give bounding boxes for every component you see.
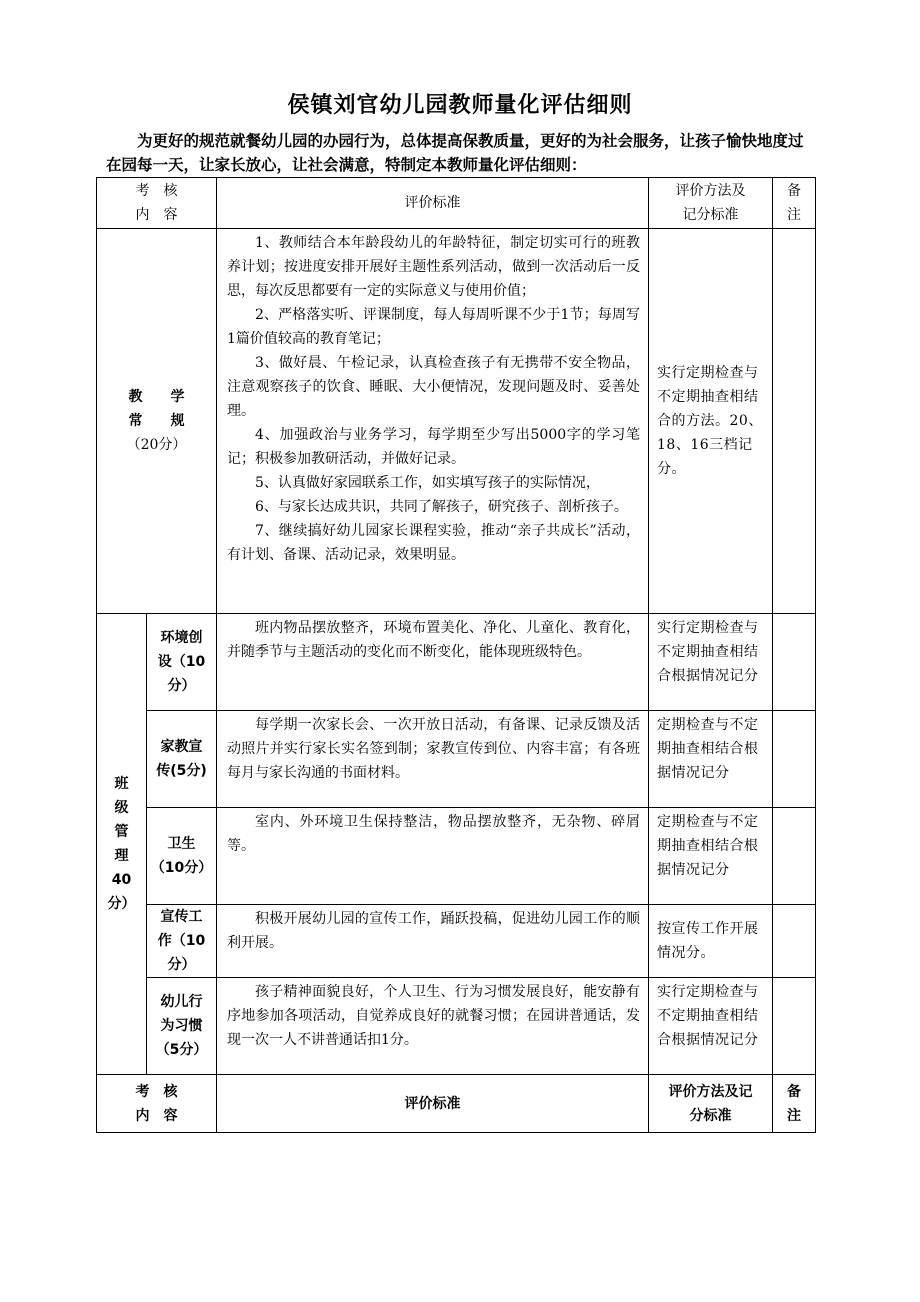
subcategory-parent-education: [147, 711, 217, 808]
category-class-char-4: 理: [114, 848, 129, 864]
footer-header-standard: 评价标准: [217, 1075, 649, 1133]
header-standard: 评价标准: [217, 178, 649, 229]
parent-education-method: 定期检查与不定期抽查相结合根据情况记分: [649, 711, 773, 808]
hygiene-standard-text: 室内、外环境卫生保持整洁，物品摆放整齐，无杂物、碎屑等。: [227, 814, 640, 854]
footer-header-method: [649, 1075, 773, 1133]
teaching-item-3: 3、做好晨、午检记录，认真检查孩子有无携带不安全物品，注意观察孩子的饮食、睡眠、大小便情况，发现问题及时、妥善处理。: [227, 355, 640, 419]
header-content-line1: 考 核: [135, 183, 178, 199]
header-content: [97, 178, 217, 229]
hygiene-method: 定期检查与不定期抽查相结合根据情况记分: [649, 808, 773, 905]
subcategory-environment: [147, 614, 217, 711]
hygiene-remark: [773, 808, 816, 905]
subcategory-publicity: [147, 905, 217, 978]
environment-remark: [773, 614, 816, 711]
category-class-char-1: 班: [114, 776, 129, 792]
page-title: 侯镇刘官幼儿园教师量化评估细则: [287, 93, 633, 118]
footer-remark-line1: 备: [787, 1083, 801, 1100]
subcategory-label-line1: 环境创: [160, 630, 203, 646]
header-method-line2: 记分标准: [682, 207, 739, 223]
intro-paragraph: 为更好的规范就餐幼儿园的办园行为，总体提高保教质量，更好的为社会服务，让孩子愉快地度过在园每一天，让家长放心，让社会满意，特制定本教师量化评估细则：: [106, 132, 804, 174]
category-teaching-line1: 教 学: [128, 389, 185, 405]
table-row-teaching: [97, 229, 816, 614]
environment-standard: [217, 614, 649, 711]
subcategory-label-line2: 作（10: [157, 933, 206, 949]
category-teaching-line2: 常 规: [128, 413, 185, 429]
publicity-standard-text: 积极开展幼儿园的宣传工作，踊跃投稿，促进幼儿园工作的顺利开展。: [227, 911, 640, 951]
footer-method-line1: 评价方法及记: [668, 1083, 753, 1100]
publicity-standard: [217, 905, 649, 978]
subcategory-hygiene: [147, 808, 217, 905]
teaching-item-5: 5、认真做好家园联系工作，如实填写孩子的实际情况，: [255, 475, 600, 491]
header-remark-line2: 注: [787, 207, 801, 223]
child-behavior-method: 实行定期检查与不定期抽查相结合根据情况记分: [649, 978, 773, 1075]
subcategory-label-line2: 为习惯: [160, 1018, 203, 1034]
subcategory-label-line2: （10分）: [150, 860, 213, 876]
subcategory-label-line1: 幼儿行: [160, 994, 203, 1010]
header-remark-line1: 备: [787, 183, 801, 199]
parent-education-standard-text: 每学期一次家长会、一次开放日活动，有备课、记录反馈及活动照片并实行家长实名签到制；家教宣传到位、内容丰富；有各班每月与家长沟通的书面材料。: [227, 717, 640, 781]
hygiene-standard: [217, 808, 649, 905]
teaching-standards: [217, 229, 649, 614]
child-behavior-standard: [217, 978, 649, 1075]
footer-content-line2: 内 容: [135, 1107, 178, 1124]
environment-method: 实行定期检查与不定期抽查相结合根据情况记分: [649, 614, 773, 711]
header-method-line1: 评价方法及: [675, 183, 746, 199]
subcategory-label-line3: （5分）: [155, 1042, 208, 1058]
footer-remark-line2: 注: [787, 1107, 801, 1124]
teaching-item-4: 4、加强政治与业务学习，每学期至少写出5000字的学习笔记；积极参加教研活动，并做好记录。: [227, 427, 640, 467]
category-class-char-2: 级: [114, 800, 129, 816]
child-behavior-remark: [773, 978, 816, 1075]
table-row-hygiene: [97, 808, 816, 905]
publicity-remark: [773, 905, 816, 978]
header-method: [649, 178, 773, 229]
teaching-item-7: 7、继续搞好幼儿园家长课程实验，推动“亲子共成长”活动，有计划、备课、活动记录，效果明显。: [227, 523, 640, 563]
category-teaching: [97, 229, 217, 614]
parent-education-standard: [217, 711, 649, 808]
category-teaching-score: （20分）: [126, 437, 187, 453]
table-row-publicity: [97, 905, 816, 978]
environment-standard-text: 班内物品摆放整齐，环境布置美化、净化、儿童化、教育化，并随季节与主题活动的变化而不断变化，能体现班级特色。: [227, 620, 640, 660]
table-footer-header-row: [97, 1075, 816, 1133]
footer-content-line1: 考 核: [135, 1083, 178, 1100]
table-row-child-behavior: [97, 978, 816, 1075]
subcategory-label-line2: 传(5分): [156, 763, 207, 779]
parent-education-remark: [773, 711, 816, 808]
teaching-item-1: 1、教师结合本年龄段幼儿的年龄特征，制定切实可行的班教养计划；按进度安排开展好主题性系列活动，做到一次活动后一反思，每次反思都要有一定的实际意义与使用价值；: [227, 235, 640, 299]
teaching-remark: [773, 229, 816, 614]
category-class-char-3: 管: [114, 824, 129, 840]
subcategory-label-line3: 分）: [167, 957, 196, 973]
table-header-row: [97, 178, 816, 229]
publicity-method: 按宣传工作开展情况分。: [649, 905, 773, 978]
category-class-management: [97, 614, 147, 1075]
subcategory-label-line1: 卫生: [167, 836, 196, 852]
subcategory-label-line2: 设（10: [157, 654, 206, 670]
teaching-item-6: 6、与家长达成共识，共同了解孩子，研究孩子、剖析孩子。: [255, 499, 628, 515]
category-class-char-5: 40: [111, 872, 132, 888]
subcategory-label-line1: 宣传工: [160, 909, 203, 925]
subcategory-label-line1: 家教宣: [160, 739, 203, 755]
child-behavior-standard-text: 孩子精神面貌良好，个人卫生、行为习惯发展良好，能安静有序地参加各项活动，自觉养成良好的就餐习惯；在园讲普通话，发现一次一人不讲普通话扣1分。: [227, 984, 640, 1048]
header-remark: [773, 178, 816, 229]
category-class-char-6: 分）: [107, 896, 136, 912]
header-content-line2: 内 容: [135, 207, 178, 223]
evaluation-table: [96, 177, 816, 1133]
footer-header-content: [97, 1075, 217, 1133]
footer-header-remark: [773, 1075, 816, 1133]
subcategory-label-line3: 分）: [167, 678, 196, 694]
table-row-parent-education: [97, 711, 816, 808]
table-row-environment: [97, 614, 816, 711]
subcategory-child-behavior: [147, 978, 217, 1075]
footer-method-line2: 分标准: [689, 1107, 732, 1124]
teaching-method: 实行定期检查与不定期抽查相结合的方法。20、18、16三档记分。: [649, 229, 773, 614]
teaching-item-2: 2、严格落实听、评课制度，每人每周听课不少于1节；每周写1篇价值较高的教育笔记；: [227, 307, 640, 347]
